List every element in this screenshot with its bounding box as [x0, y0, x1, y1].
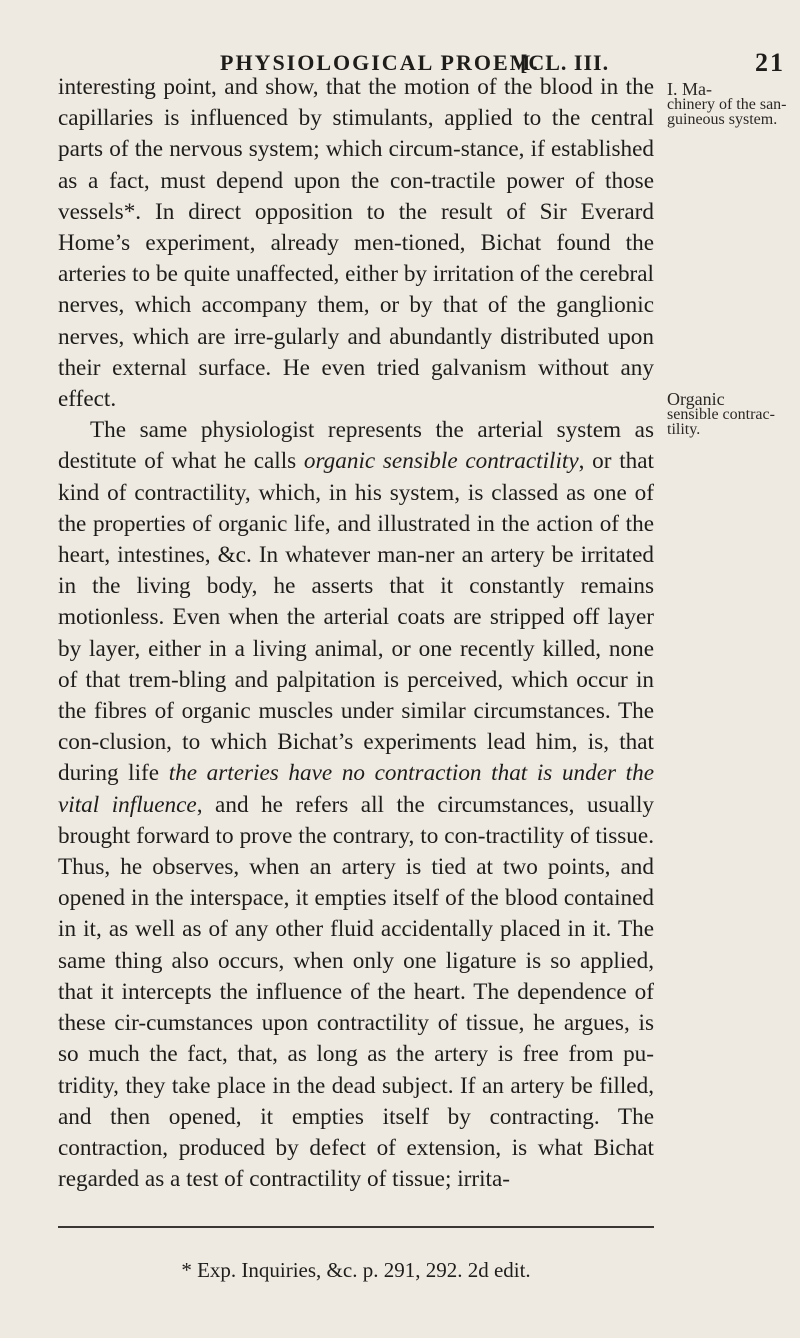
paragraph-2-text-a: The same physiologist represents the arterial system as destitute of what he calls — [58, 417, 654, 475]
margin-note-2-text: sensible contrac-tility. — [667, 406, 775, 438]
margin-note-contractility — [667, 389, 795, 438]
margin-note-1-text: chinery of the san-guineous system. — [667, 96, 787, 128]
paragraph-1 — [58, 72, 654, 415]
margin-note-1-lead: I. Ma- — [667, 79, 712, 99]
chapter-reference: [CL. III. — [520, 50, 610, 75]
paragraph-1-text: interesting point, and show, that the motion of the blood in the capillaries is influenced by stimulants, applied to the central parts of the nervous system; which circum-stance, if established as a fact, must depend upon the con-tractile power of those vessels*. In direct opposition to the result of Sir Everard Home’s experiment, already men-tioned, Bichat found the arteries to be quite unaffected, either by irritation of the cerebral nerves, which accompany them, or by that of the ganglionic nerves, which are irre-gularly and abundantly distributed upon their external surface. He even tried galvanism without any effect. — [58, 74, 654, 413]
paragraph-2-italic-a: organic sensible contractility — [303, 448, 579, 475]
paragraph-2-text-c: , and he refers all the circumstances, usually brought forward to prove the contrary, to con-tractility of tissue. Thus, he observes, when an artery is tied at two points, and opened in the interspace, it empties itself of the blood contained in it, as well as of any other fluid accidentally placed in it. The same thing also occurs, when only one ligature is so applied, that it intercepts the influence of the heart. The dependence of these cir-cumstances upon contractility of tissue, he argues, is so much the fact, that, as long as the artery is free from pu-tridity, they take place in the dead subject. If an artery be filled, and then opened, it empties itself by contracting. The contraction, produced by defect of extension, is what Bichat regarded as a test of contractility of tissue; irrita- — [58, 791, 654, 1193]
page-number: 21 — [755, 48, 785, 77]
paragraph-2-text-b: , or that kind of contractility, which, in his system, is classed as one of the properties of organic life, and illustrated in the action of the heart, intestines, &c. In whatever man-ner an artery be irritated in the living body, he asserts that it constantly remains motionless. Even when the arterial coats are stripped off layer by layer, either in a living animal, or one recently killed, none of that trem-bling and palpitation is perceived, which occur in the fibres of organic muscles under similar circumstances. The con-clusion, to which Bichat’s experiments lead him, is, that during life — [58, 448, 654, 787]
margin-note-machinery — [667, 79, 795, 128]
paragraph-2 — [58, 415, 654, 1195]
body-text — [58, 72, 654, 1195]
footnote-divider — [58, 1226, 654, 1228]
running-title: PHYSIOLOGICAL PROEM. — [220, 50, 540, 75]
margin-note-2-lead: Organic — [667, 389, 725, 409]
footnote: * Exp. Inquiries, &c. p. 291, 292. 2d edit. — [181, 1258, 531, 1282]
paragraph-2-italic-b: the arteries have no contraction that is under the vital influence — [58, 760, 654, 818]
